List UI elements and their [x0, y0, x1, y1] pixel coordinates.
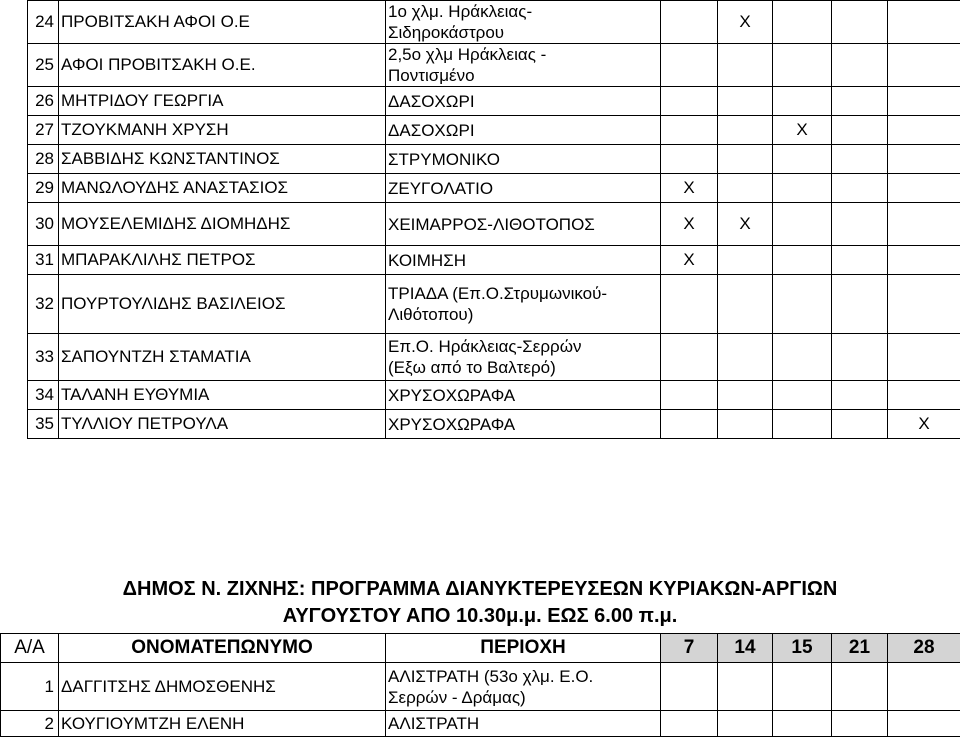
header-day-2: 14 — [718, 634, 773, 663]
row-name: ΚΟΥΓΙΟΥΜΤΖΗ ΕΛΕΝΗ — [59, 711, 386, 737]
area-line: Ποντισμένο — [388, 66, 475, 85]
duty-mark — [773, 203, 832, 246]
duty-mark — [718, 87, 773, 116]
table-row — [28, 44, 960, 87]
row-area — [386, 663, 661, 711]
area-line: ΧΡΥΣΟΧΩΡΑΦΑ — [388, 414, 516, 434]
area-line: ΧΕΙΜΑΡΡΟΣ-ΛΙΘΟΤΟΠΟΣ — [388, 214, 595, 234]
title-line-2: ΑΥΓΟΥΣΤΟΥ ΑΠΟ 10.30μ.μ. ΕΩΣ 6.00 π.μ. — [282, 605, 678, 627]
duty-mark — [888, 334, 960, 381]
row-name: ΠΟΥΡΤΟΥΛΙΔΗΣ ΒΑΣΙΛΕΙΟΣ — [59, 275, 386, 334]
duty-mark: X — [661, 203, 718, 246]
row-number: 24 — [28, 1, 59, 44]
duty-mark — [832, 275, 888, 334]
duty-mark — [718, 410, 773, 439]
header-row — [1, 634, 960, 663]
row-name: ΤΑΛΑΝΗ ΕΥΘΥΜΙΑ — [59, 381, 386, 410]
row-number: 28 — [28, 145, 59, 174]
duty-mark — [832, 381, 888, 410]
duty-mark — [661, 275, 718, 334]
duty-mark — [773, 44, 832, 87]
area-line: Σερρών - Δράμας) — [388, 687, 526, 707]
pharmacy-table-top — [27, 0, 960, 439]
duty-mark — [832, 116, 888, 145]
duty-mark — [718, 44, 773, 87]
duty-mark — [773, 381, 832, 410]
row-area — [386, 116, 661, 145]
table-row — [1, 711, 960, 737]
header-day-4: 21 — [832, 634, 888, 663]
duty-mark: X — [718, 203, 773, 246]
duty-mark — [661, 410, 718, 439]
duty-mark — [661, 1, 718, 44]
row-number: 1 — [1, 663, 59, 711]
row-area — [386, 334, 661, 381]
duty-mark — [888, 381, 960, 410]
duty-mark — [888, 663, 960, 711]
row-number: 34 — [28, 381, 59, 410]
table-row — [28, 145, 960, 174]
duty-mark — [888, 116, 960, 145]
row-number: 33 — [28, 334, 59, 381]
duty-mark — [773, 1, 832, 44]
title-line-1: ΔΗΜΟΣ Ν. ΖΙΧΝΗΣ: ΠΡΟΓΡΑΜΜΑ ΔΙΑΝΥΚΤΕΡΕΥΣΕΩΝ ΚΥΡΙΑΚΩΝ-ΑΡΓΙΩΝ — [122, 578, 838, 600]
duty-mark — [661, 145, 718, 174]
duty-mark — [773, 410, 832, 439]
row-area — [386, 381, 661, 410]
duty-mark: X — [773, 116, 832, 145]
duty-mark — [661, 711, 718, 737]
table-row — [28, 116, 960, 145]
row-number: 2 — [1, 711, 59, 737]
row-name: ΜΗΤΡΙΔΟΥ ΓΕΩΡΓΙΑ — [59, 87, 386, 116]
duty-mark — [832, 44, 888, 87]
duty-mark — [718, 116, 773, 145]
table-row — [28, 381, 960, 410]
duty-mark: X — [888, 410, 960, 439]
area-line: 1ο χλμ. Ηράκλειας- — [388, 2, 533, 21]
area-line: Λιθότοπου) — [388, 305, 474, 324]
duty-mark — [773, 246, 832, 275]
header-aa: Α/Α — [1, 634, 59, 663]
row-area — [386, 87, 661, 116]
duty-mark — [832, 334, 888, 381]
row-number: 25 — [28, 44, 59, 87]
duty-mark — [773, 711, 832, 737]
area-line: (Εξω από το Βαλτερό) — [388, 358, 556, 377]
row-number: 35 — [28, 410, 59, 439]
row-name: ΣΑΠΟΥΝΤΖΗ ΣΤΑΜΑΤΙΑ — [59, 334, 386, 381]
duty-mark — [832, 1, 888, 44]
area-line: ΑΛΙΣΤΡΑΤΗ — [388, 714, 480, 733]
duty-mark — [888, 44, 960, 87]
row-area — [386, 711, 661, 737]
duty-mark — [832, 663, 888, 711]
row-name: ΣΑΒΒΙΔΗΣ ΚΩΝΣΤΑΝΤΙΝΟΣ — [59, 145, 386, 174]
row-number: 29 — [28, 174, 59, 203]
row-name: ΑΦΟΙ ΠΡΟΒΙΤΣΑΚΗ Ο.Ε. — [59, 44, 386, 87]
row-name: ΔΑΓΓΙΤΣΗΣ ΔΗΜΟΣΘΕΝΗΣ — [59, 663, 386, 711]
area-line: ΧΡΥΣΟΧΩΡΑΦΑ — [388, 385, 516, 405]
duty-mark — [718, 275, 773, 334]
duty-mark — [832, 87, 888, 116]
table-row — [28, 1, 960, 44]
schedule-title — [0, 576, 960, 630]
duty-mark — [661, 44, 718, 87]
area-line: ΔΑΣΟΧΩΡΙ — [388, 91, 475, 111]
duty-mark: X — [661, 174, 718, 203]
duty-mark — [773, 145, 832, 174]
duty-mark — [773, 87, 832, 116]
table-row — [1, 663, 960, 711]
table-row — [28, 334, 960, 381]
row-number: 31 — [28, 246, 59, 275]
row-name: ΜΠΑΡΑΚΛΙΛΗΣ ΠΕΤΡΟΣ — [59, 246, 386, 275]
area-line: ΔΑΣΟΧΩΡΙ — [388, 120, 475, 140]
duty-mark — [661, 116, 718, 145]
area-line: Σιδηροκάστρου — [388, 23, 505, 42]
table-row — [28, 87, 960, 116]
duty-mark — [661, 381, 718, 410]
header-day-3: 15 — [773, 634, 832, 663]
row-area — [386, 275, 661, 334]
duty-mark — [832, 174, 888, 203]
header-area: ΠΕΡΙΟΧΗ — [386, 634, 661, 663]
row-name: ΤΖΟΥΚΜΑΝΗ ΧΡΥΣΗ — [59, 116, 386, 145]
duty-mark — [773, 275, 832, 334]
row-area — [386, 203, 661, 246]
duty-mark — [888, 174, 960, 203]
area-line: ΖΕΥΓΟΛΑΤΙΟ — [388, 178, 494, 198]
duty-mark — [718, 246, 773, 275]
row-area — [386, 174, 661, 203]
duty-mark — [888, 711, 960, 737]
row-number: 27 — [28, 116, 59, 145]
duty-mark — [888, 1, 960, 44]
header-name: ΟΝΟΜΑΤΕΠΩΝΥΜΟ — [59, 634, 386, 663]
duty-mark — [718, 381, 773, 410]
area-line: ΣΤΡΥΜΟΝΙΚΟ — [388, 149, 500, 169]
row-number: 26 — [28, 87, 59, 116]
row-area — [386, 410, 661, 439]
duty-mark: X — [718, 1, 773, 44]
duty-mark — [718, 334, 773, 381]
table-row — [28, 275, 960, 334]
duty-mark — [773, 174, 832, 203]
table-row — [28, 203, 960, 246]
duty-mark — [888, 87, 960, 116]
row-area — [386, 145, 661, 174]
duty-mark — [718, 174, 773, 203]
duty-mark — [888, 246, 960, 275]
table-row — [28, 174, 960, 203]
duty-mark — [773, 334, 832, 381]
duty-mark — [888, 203, 960, 246]
row-name: ΜΟΥΣΕΛΕΜΙΔΗΣ ΔΙΟΜΗΔΗΣ — [59, 203, 386, 246]
area-line: 2,5ο χλμ Ηράκλειας - — [388, 45, 547, 64]
row-name: ΜΑΝΩΛΟΥΔΗΣ ΑΝΑΣΤΑΣΙΟΣ — [59, 174, 386, 203]
duty-mark — [832, 246, 888, 275]
row-area — [386, 246, 661, 275]
duty-mark — [661, 334, 718, 381]
row-area — [386, 1, 661, 44]
duty-mark — [718, 145, 773, 174]
duty-mark — [888, 145, 960, 174]
pharmacy-table-bottom — [0, 633, 960, 737]
duty-mark — [718, 711, 773, 737]
area-line: ΑΛΙΣΤΡΑΤΗ (53ο χλμ. Ε.Ο. — [388, 666, 594, 686]
table-row — [28, 246, 960, 275]
duty-mark — [661, 87, 718, 116]
duty-mark — [773, 663, 832, 711]
row-number: 32 — [28, 275, 59, 334]
duty-mark — [661, 663, 718, 711]
area-line: ΤΡΙΑΔΑ (Επ.Ο.Στρυμωνικού- — [388, 284, 608, 303]
duty-mark — [832, 711, 888, 737]
duty-mark — [832, 203, 888, 246]
duty-mark — [832, 410, 888, 439]
duty-mark — [832, 145, 888, 174]
table-row — [28, 410, 960, 439]
duty-mark: X — [661, 246, 718, 275]
row-number: 30 — [28, 203, 59, 246]
row-area — [386, 44, 661, 87]
row-name: ΤΥΛΛΙΟΥ ΠΕΤΡΟΥΛΑ — [59, 410, 386, 439]
duty-mark — [718, 663, 773, 711]
row-name: ΠΡΟΒΙΤΣΑΚΗ ΑΦΟΙ Ο.Ε — [59, 1, 386, 44]
area-line: Επ.Ο. Ηράκλειας-Σερρών — [388, 337, 582, 356]
header-day-1: 7 — [661, 634, 718, 663]
duty-mark — [888, 275, 960, 334]
header-day-5: 28 — [888, 634, 960, 663]
area-line: ΚΟΙΜΗΣΗ — [388, 250, 466, 270]
